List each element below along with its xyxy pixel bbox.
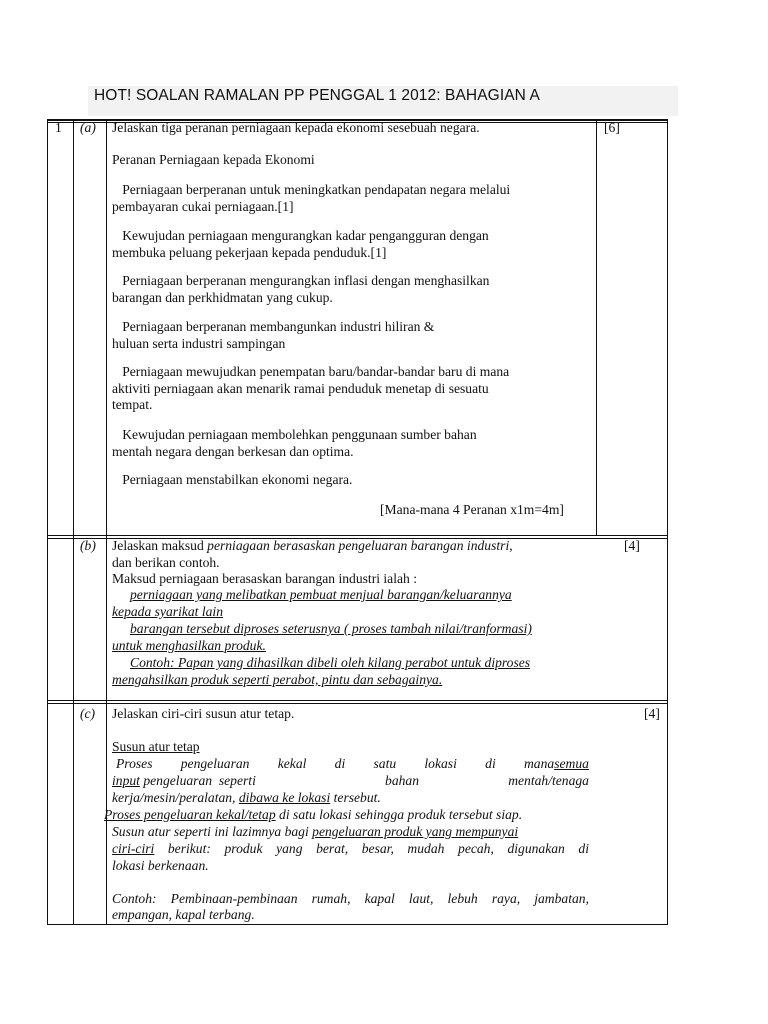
- word: di: [485, 756, 496, 771]
- point-line: tempat.: [112, 397, 153, 413]
- part-c-example-line1: Contoh: Pembinaan-pembinaan rumah, kapal laut, lebuh raya, jambatan,: [112, 891, 589, 906]
- word: Proses: [116, 756, 153, 771]
- part-c-para1-line3: [112, 790, 381, 807]
- part-b-marks: [4]: [624, 538, 640, 553]
- col-divider-marks: [596, 119, 597, 536]
- word-underlined: dibawa ke lokasi: [238, 790, 331, 805]
- part-a-point-4: [112, 319, 434, 352]
- part-a-point-6: [112, 427, 477, 460]
- part-a-point-1: [112, 182, 510, 215]
- row-divider-b: [47, 535, 668, 536]
- word-underlined: pengeluaran produk yang mempunyai: [312, 824, 519, 839]
- part-b-intro: Maksud perniagaan berasaskan barangan industri ialah :: [112, 571, 417, 586]
- point-line: membuka peluang pekerjaan kepada penduduk.[1]: [112, 244, 387, 260]
- part-b-question: [112, 538, 513, 555]
- col-divider-number: [73, 119, 74, 925]
- part-b-example-line: mengahsilkan produk seperti perabot, pintu dan sebagainya.: [112, 672, 443, 687]
- part-c-marks: [4]: [644, 706, 660, 721]
- table-border-right: [667, 119, 668, 925]
- question-text: ,: [509, 538, 513, 553]
- word: lokasi: [424, 756, 457, 771]
- point-line: Perniagaan berperanan untuk meningkatkan pendapatan negara melalui: [112, 182, 511, 197]
- word-group: [112, 773, 256, 790]
- word-group: [524, 756, 589, 773]
- word: pengeluaran: [180, 756, 250, 771]
- part-b-answer-line: kepada syarikat lain: [112, 604, 223, 619]
- part-b-answer-line: untuk menghasilkan produk.: [112, 638, 266, 653]
- row-divider-c: [47, 700, 668, 701]
- part-b-question-line2: dan berikan contoh.: [112, 555, 220, 570]
- word: berikut: produk yang berat, besar, mudah pecah, digunakan di: [154, 841, 589, 856]
- point-line: Perniagaan mewujudkan penempatan baru/bandar-bandar baru di mana: [112, 364, 510, 379]
- word: mentah/tenaga: [508, 773, 589, 788]
- part-a-point-7: [112, 472, 352, 489]
- word: kekal: [277, 756, 307, 771]
- part-c-para3-line3: lokasi berkenaan.: [112, 858, 209, 873]
- question-number: 1: [55, 120, 62, 135]
- part-a-point-2: [112, 228, 489, 261]
- point-line: mentah negara dengan berkesan dan optima.: [112, 443, 354, 459]
- part-c-para2: [104, 807, 522, 824]
- part-c-label: (c): [80, 706, 96, 721]
- point-line: Perniagaan berperanan membangunkan industri hiliran &: [112, 319, 435, 334]
- word-underlined: input: [112, 773, 140, 788]
- point-line: Perniagaan berperanan mengurangkan inflasi dengan menghasilkan: [112, 273, 490, 288]
- point-line: aktiviti perniagaan akan menarik ramai penduduk menetap di sesuatu: [112, 380, 489, 396]
- part-c-para3-line2: [112, 841, 589, 858]
- row-divider-c-inner: [47, 703, 668, 704]
- point-line: Perniagaan menstabilkan ekonomi negara.: [112, 472, 353, 487]
- part-a-marking-note: [Mana-mana 4 Peranan x1m=4m]: [380, 502, 564, 517]
- question-term: perniagaan berasaskan pengeluaran barangan industri: [207, 538, 510, 553]
- part-a-question: Jelaskan tiga peranan perniagaan kepada ekonomi sesebuah negara.: [112, 120, 480, 135]
- word: bahan: [385, 773, 420, 788]
- word: kerja/mesin/peralatan,: [112, 790, 239, 805]
- page-title: HOT! SOALAN RAMALAN PP PENGGAL 1 2012: BAHAGIAN A: [94, 87, 540, 104]
- word: Susun atur seperti ini lazimnya bagi: [112, 824, 313, 839]
- part-a-point-5: [112, 364, 509, 414]
- point-line: barangan dan perkhidmatan yang cukup.: [112, 289, 333, 305]
- question-text: Jelaskan maksud: [112, 538, 208, 553]
- word: di satu lokasi sehingga produk tersebut siap.: [275, 807, 523, 822]
- point-line: pembayaran cukai perniagaan.[1]: [112, 198, 294, 214]
- point-line: Kewujudan perniagaan membolehkan penggunaan sumber bahan: [112, 427, 477, 442]
- table-border-left: [47, 119, 48, 925]
- table-border-bottom: [47, 924, 668, 925]
- part-b-answer-line: perniagaan yang melibatkan pembuat menjual barangan/keluarannya: [130, 587, 512, 602]
- part-c-para1-line1: [116, 756, 589, 773]
- part-c-example-line2: empangan, kapal terbang.: [112, 907, 255, 922]
- part-c-para3-line1: [112, 824, 518, 841]
- point-line: huluan serta industri sampingan: [112, 335, 286, 351]
- word: mana: [523, 756, 555, 771]
- part-a-subheading: Peranan Perniagaan kepada Ekonomi: [112, 152, 315, 167]
- part-b-label: (b): [80, 538, 96, 553]
- col-divider-label: [106, 119, 107, 925]
- part-a-label: (a): [80, 120, 96, 135]
- part-c-question: Jelaskan ciri-ciri susun atur tetap.: [112, 706, 295, 721]
- word-underlined: semua: [554, 756, 589, 771]
- part-b-answer-line: barangan tersebut diproses seterusnya ( proses tambah nilai/tranformasi): [130, 621, 532, 636]
- part-c-heading: Susun atur tetap: [112, 739, 200, 754]
- word: pengeluaran seperti: [139, 773, 256, 788]
- word: satu: [373, 756, 397, 771]
- word: tersebut.: [330, 790, 381, 805]
- part-b-example-line: Contoh: Papan yang dihasilkan dibeli oleh kilang perabot untuk diproses: [130, 655, 531, 670]
- part-a-marks: [6]: [604, 120, 620, 135]
- word-underlined: Proses pengeluaran kekal/tetap: [104, 807, 276, 822]
- word-underlined: ciri-ciri: [112, 841, 155, 856]
- point-line: Kewujudan perniagaan mengurangkan kadar pengangguran dengan: [112, 228, 489, 243]
- word: di: [334, 756, 346, 771]
- part-a-point-3: [112, 273, 489, 306]
- part-c-para1-line2: [112, 773, 589, 790]
